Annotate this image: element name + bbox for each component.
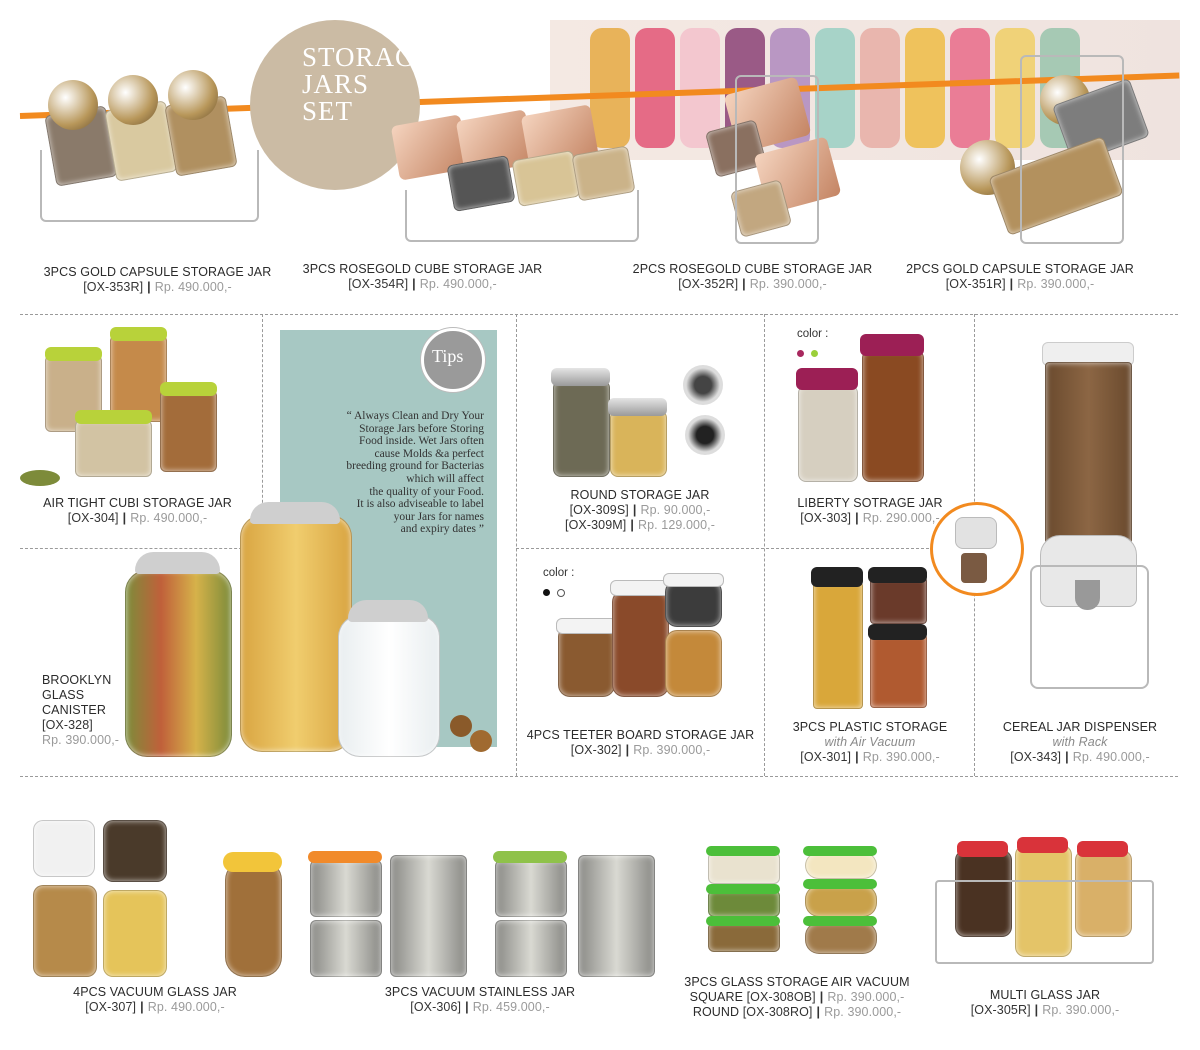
color-options-label: color : — [543, 567, 575, 579]
tips-title: Tips — [432, 346, 464, 366]
page-title: STORAGE JARS SET — [302, 42, 434, 126]
product-caption-ox-343: CEREAL JAR DISPENSER with Rack [OX-343] | Rp. 490.000,- — [1002, 720, 1158, 764]
product-caption-ox-305r: MULTI GLASS JAR [OX-305R] | Rp. 390.000,- — [970, 988, 1120, 1017]
product-image-ox-328 — [110, 500, 500, 765]
product-caption-ox-352r: 2PCS ROSEGOLD CUBE STORAGE JAR [OX-352R] | Rp. 390.000,- — [632, 262, 873, 291]
divider — [20, 776, 1178, 777]
product-image-ox-354r — [390, 110, 640, 250]
product-caption-ox-307: 4PCS VACUUM GLASS JAR [OX-307] | Rp. 490.000,- — [73, 985, 237, 1014]
product-caption-ox-301: 3PCS PLASTIC STORAGE with Air Vacuum [OX-301] | Rp. 390.000,- — [792, 720, 948, 764]
divider — [764, 314, 765, 776]
product-image-ox-301 — [805, 562, 935, 710]
product-caption-ox-302: 4PCS TEETER BOARD STORAGE JAR [OX-302] | Rp. 390.000,- — [526, 728, 755, 757]
product-caption-ox-328: BROOKLYN GLASS CANISTER [OX-328] Rp. 390.000,- — [42, 673, 120, 747]
product-image-ox-351r — [955, 55, 1155, 245]
product-image-ox-308 — [700, 840, 890, 960]
product-image-ox-309 — [545, 360, 745, 480]
product-image-ox-302 — [550, 570, 740, 700]
product-image-ox-304 — [20, 325, 230, 495]
product-image-ox-305r — [930, 835, 1160, 970]
product-image-ox-303 — [790, 330, 960, 490]
product-caption-ox-303: LIBERTY SOTRAGE JAR [OX-303] | Rp. 290.000,- — [797, 496, 943, 525]
color-swatch-black[interactable] — [543, 589, 550, 596]
product-caption-ox-351r: 2PCS GOLD CAPSULE STORAGE JAR [OX-351R] | Rp. 390.000,- — [906, 262, 1134, 291]
product-caption-ox-306: 3PCS VACUUM STAINLESS JAR [OX-306] | Rp. 459.000,- — [384, 985, 576, 1014]
product-image-ox-306 — [300, 815, 665, 980]
product-caption-ox-309: ROUND STORAGE JAR [OX-309S] | Rp. 90.000,- [OX-309M] | Rp. 129.000,- — [565, 488, 715, 532]
product-caption-ox-354r: 3PCS ROSEGOLD CUBE STORAGE JAR [OX-354R] | Rp. 490.000,- — [302, 262, 543, 291]
divider — [516, 314, 517, 776]
product-image-ox-353r — [30, 70, 270, 230]
divider — [20, 314, 1178, 315]
product-caption-ox-308: 3PCS GLASS STORAGE AIR VACUUM SQUARE [OX-308OB] | Rp. 390.000,- ROUND [OX-308RO] | Rp. 390.000,- — [684, 975, 910, 1019]
color-options-label: color : — [797, 328, 829, 340]
divider — [516, 548, 974, 549]
detail-callout — [930, 502, 1024, 596]
product-image-ox-343 — [1020, 340, 1160, 700]
tips-text: “ Always Clean and Dry Your Storage Jars before Storing Food inside. Wet Jars often cause Molds &a perfect breeding ground for Bacterias which will affect the quality of your Food. It is also adviseable to label your Jars for names and expiry dates ” — [346, 410, 484, 536]
product-caption-ox-353r: 3PCS GOLD CAPSULE STORAGE JAR [OX-353R] | Rp. 490.000,- — [43, 265, 272, 294]
product-caption-ox-304: AIR TIGHT CUBI STORAGE JAR [OX-304] | Rp. 490.000,- — [43, 496, 232, 525]
product-image-ox-307 — [25, 810, 285, 980]
product-image-ox-352r — [700, 65, 850, 245]
